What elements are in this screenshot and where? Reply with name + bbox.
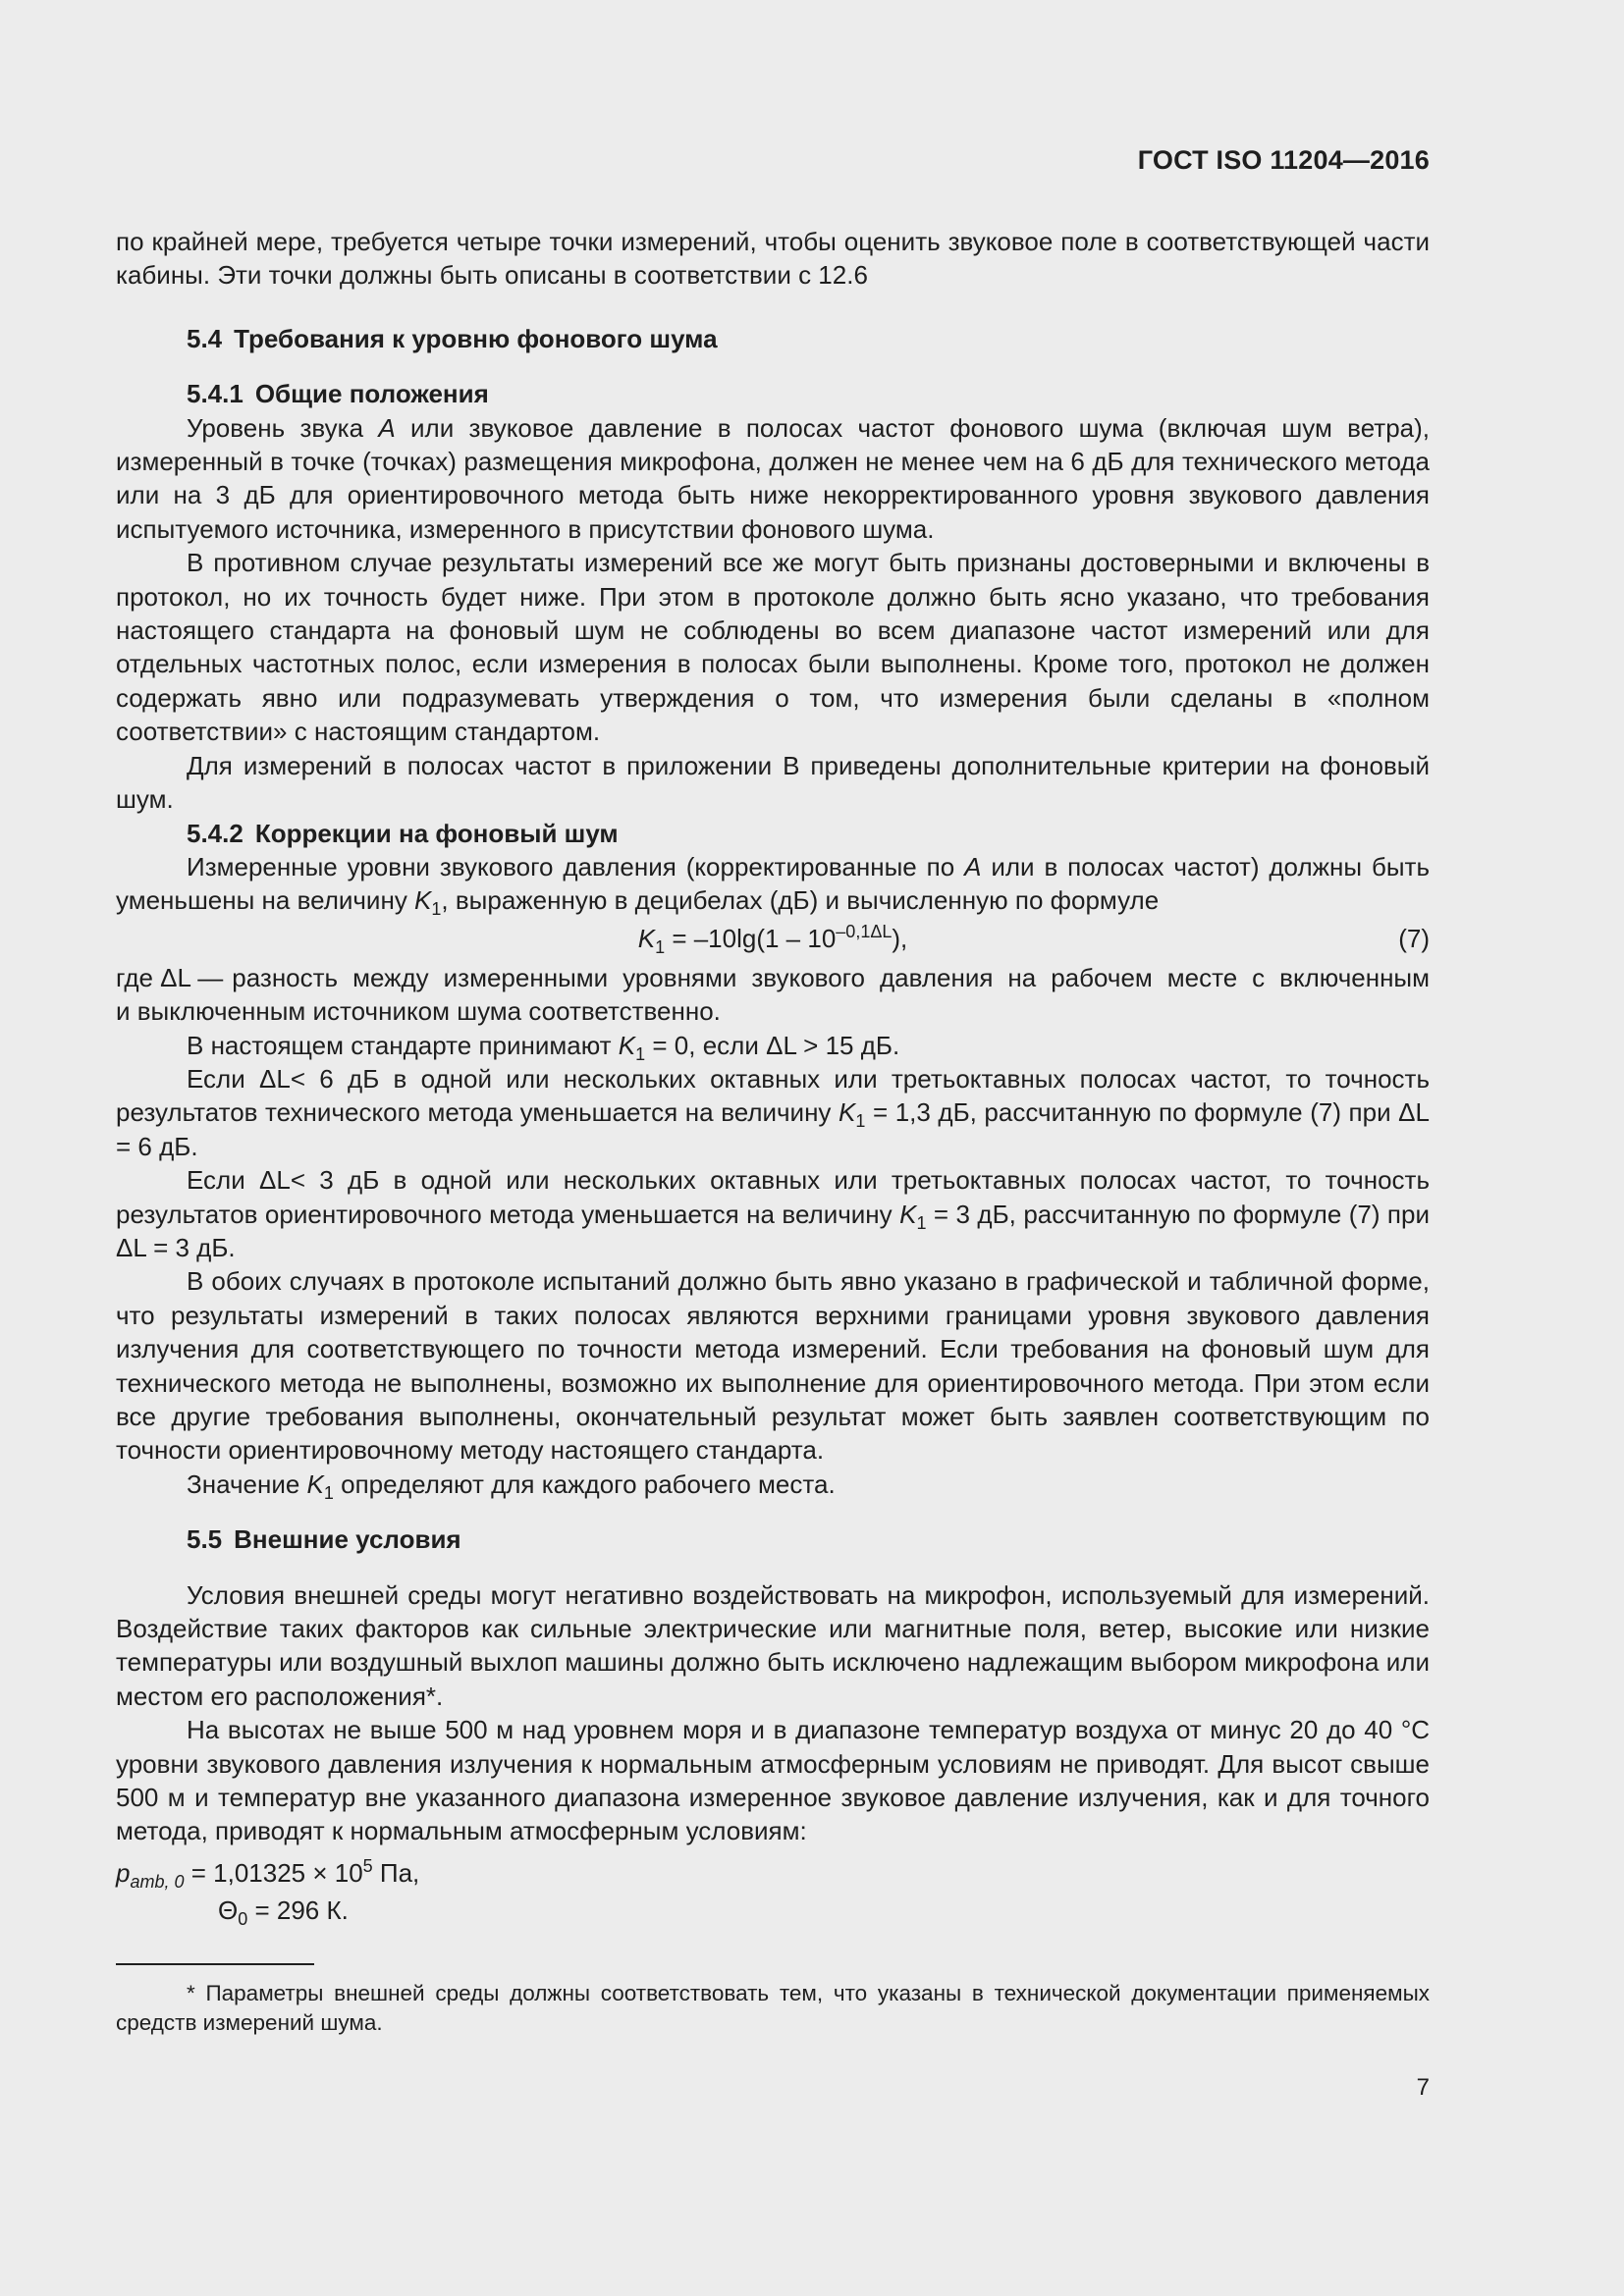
- paragraph: В настоящем стандарте принимают $K_1 = 0$, если ΔL > 15 дБ.: [187, 1030, 900, 1064]
- paragraph: На высотах не выше 500 м над уровнем моря и в диапазоне температур воздуха от минус 20 до 40 °С уровни звукового давления излучения к нормальным атмосферным условиям не приводят. Для высот свыше 500 м и температур вне указанного диапазона измеренное звуковое давление излучения, как и для точного метода, приводят к нормальным атмосферным условиям:: [116, 1715, 1430, 1846]
- paragraph: Значение $K_1$ определяют для каждого рабочего места.: [187, 1468, 836, 1503]
- section-5-4-heading: [116, 322, 1430, 355]
- section-title: Коррекции на фоновый шум: [254, 818, 619, 848]
- document-header: ГОСТ ISO 11204—2016: [1137, 145, 1430, 175]
- footnote: * Параметры внешней среды должны соответствовать тем, что указаны в технической документации применяемых средств измерений шума.: [116, 1980, 1430, 2035]
- paragraph: Если ΔL< 6 дБ в одной или нескольких октавных или третьоктавных полосах частот, то точность результатов технического метода уменьшается на величину $K_1 = 1,3$ дБ, рассчитанную по формуле (7) при ΔL = 6 дБ.: [116, 1063, 1430, 1161]
- formula-ambient-temperature: $\Theta_0 = 296$ К.: [218, 1896, 349, 1930]
- where-definition-cont: и выключенным источником шума соответственно.: [116, 996, 721, 1027]
- document-body: [116, 225, 1430, 2038]
- section-number: 5.4: [187, 323, 223, 353]
- footnote-marker[interactable]: *.: [425, 1681, 444, 1711]
- page-number: 7: [1416, 2074, 1430, 2101]
- where-clause: [116, 961, 1430, 1029]
- paragraph: Уровень звука A или звуковое давление в полосах частот фонового шума (включая шум ветра), измеренный в точке (точках) размещения микрофона, должен не менее чем на 6 дБ для технического метода или на 3 дБ для ориентировочного метода быть ниже некорректированного уровня звукового давления испытуемого источника, измеренного в присутствии фонового шума.: [116, 412, 1431, 544]
- section-number: 5.4.2: [187, 818, 244, 848]
- where-definition: разность между измеренными уровнями звукового давления на рабочем месте с включенным: [232, 962, 1430, 992]
- section-number: 5.5: [187, 1524, 223, 1555]
- section-5-4-1-heading: [116, 377, 1430, 410]
- where-term: где ΔL —: [116, 962, 224, 992]
- paragraph: Условия внешней среды могут негативно воздействовать на микрофон, используемый для измерений. Воздействие таких факторов как сильные электрические или магнитные поля, ветер, высокие или низкие температуры или воздушный выхлоп машины должно быть исключено надлежащим выбором микрофона или местом его расположения*.: [116, 1579, 1430, 1711]
- formula-7: [116, 922, 1430, 961]
- section-title: Общие положения: [254, 379, 489, 409]
- document-page: [116, 0, 1430, 2296]
- section-5-5-heading: [116, 1522, 1430, 1556]
- equation-number: (7): [1398, 923, 1430, 953]
- section-title: Требования к уровню фонового шума: [234, 323, 718, 353]
- paragraph: В обоих случаях в протоколе испытаний должно быть явно указано в графической и табличной форме, что результаты измерений в таких полосах являются верхними границами уровня звукового давления излучения для соответствующего по точности метода измерений. Если требования на фоновый шум для технического метода не выполнены, возможно их выполнение для ориентировочного метода. При этом если все другие требования выполнены, окончательный результат может быть заявлен соответствующим по точности ориентировочному методу настоящего стандарта.: [116, 1266, 1430, 1466]
- formula-expression: $K_1 = -10\lg(1 - 10^{-0,1\Delta L})$,: [637, 921, 908, 957]
- section-title: Внешние условия: [234, 1524, 461, 1555]
- paragraph: Измеренные уровни звукового давления (корректированные по A или в полосах частот) должны быть уменьшены на величину $K_1$, выраженную в децибелах (дБ) и вычисленную по формуле: [116, 851, 1430, 920]
- paragraph: В противном случае результаты измерений все же могут быть признаны достоверными и включены в протокол, но их точность будет ниже. При этом в протоколе должно быть ясно указано, что требования настоящего стандарта на фоновый шум не соблюдены во всем диапазоне частот измерений или для отдельных частотных полос, если измерения в полосах были выполнены. Кроме того, протокол не должен содержать явно или подразумевать утверждения о том, что измерения были сделаны в «полном соответствии» с настоящим стандартом.: [116, 548, 1430, 747]
- paragraph: Для измерений в полосах частот в приложении В приведены дополнительные критерии на фоновый шум.: [116, 750, 1430, 815]
- intro-paragraph: по крайней мере, требуется четыре точки измерений, чтобы оценить звуковое поле в соответствующей части кабины. Эти точки должны быть описаны в соответствии с 12.6: [116, 227, 1430, 291]
- formula-ambient-pressure: $p_{amb, 0} = 1,01325 \times 10^5$ Па,: [116, 1855, 420, 1892]
- footnote-separator: [116, 1963, 314, 1965]
- section-5-4-2-heading: [116, 817, 1430, 850]
- paragraph: Если ΔL< 3 дБ в одной или нескольких октавных или третьоктавных полосах частот, то точность результатов ориентировочного метода уменьшается на величину $K_1 = 3$ дБ, рассчитанную по формуле (7) при ΔL = 3 дБ.: [116, 1165, 1430, 1262]
- section-number: 5.4.1: [187, 379, 244, 409]
